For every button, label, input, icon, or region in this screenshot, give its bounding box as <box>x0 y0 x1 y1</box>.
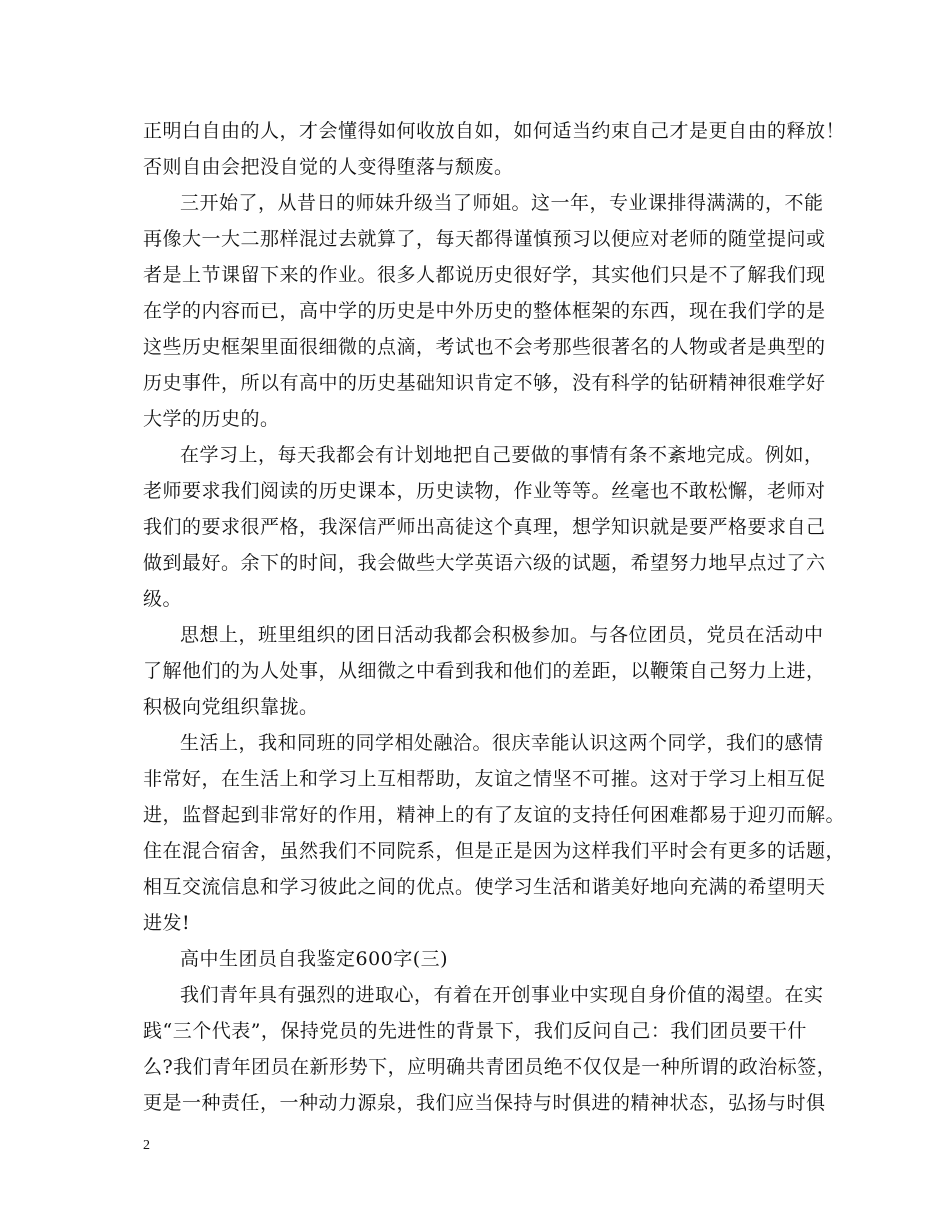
text-line: 更是一种责任，一种动力源泉，我们应当保持与时俱进的精神状态，弘扬与时俱 <box>143 1092 826 1114</box>
text-line: 相互交流信息和学习彼此之间的优点。使学习生活和谐美好地向充满的希望明天 <box>143 876 826 898</box>
text-line: 进发! <box>143 912 191 934</box>
section-heading: 高中生团员自我鉴定600字(三) <box>180 948 449 970</box>
text-line: 在学的内容而已，高中学的历史是中外历史的整体框架的东西，现在我们学的是 <box>143 300 826 322</box>
text-line: 积极向党组织靠拢。 <box>143 696 319 718</box>
paragraph-start: 生活上，我和同班的同学相处融洽。很庆幸能认识这两个同学，我们的感情 <box>180 732 824 754</box>
text-line: 者是上节课留下来的作业。很多人都说历史很好学，其实他们只是不了解我们现 <box>143 264 826 286</box>
text-line: 老师要求我们阅读的历史课本，历史读物，作业等等。丝毫也不敢松懈，老师对 <box>143 480 826 502</box>
text-line: 践“三个代表”，保持党员的先进性的背景下，我们反问自己：我们团员要干什 <box>143 1020 807 1042</box>
text-line: 么?我们青年团员在新形势下，应明确共青团员绝不仅仅是一种所谓的政治标签， <box>143 1056 837 1078</box>
page-number: 2 <box>143 1138 150 1153</box>
text-line: 正明白自由的人，才会懂得如何收放自如，如何适当约束自己才是更自由的释放！ <box>143 120 846 142</box>
text-line: 做到最好。余下的时间，我会做些大学英语六级的试题，希望努力地早点过了六 <box>143 552 826 574</box>
text-line: 住在混合宿舍，虽然我们不同院系，但是正是因为这样我们平时会有更多的话题， <box>143 840 846 862</box>
paragraph-start: 三开始了，从昔日的师妹升级当了师姐。这一年，专业课排得满满的，不能 <box>180 192 824 214</box>
text-line: 非常好，在生活上和学习上互相帮助，友谊之情坚不可摧。这对于学习上相互促 <box>143 768 826 790</box>
text-line: 这些历史框架里面很细微的点滴，考试也不会考那些很著名的人物或者是典型的 <box>143 336 826 358</box>
text-line: 我们的要求很严格，我深信严师出高徒这个真理，想学知识就是要严格要求自己 <box>143 516 826 538</box>
text-line: 大学的历史的。 <box>143 408 280 430</box>
text-line: 了解他们的为人处事，从细微之中看到我和他们的差距，以鞭策自己努力上进， <box>143 660 826 682</box>
paragraph-start: 在学习上，每天我都会有计划地把自己要做的事情有条不紊地完成。例如， <box>180 444 824 466</box>
text-line: 历史事件，所以有高中的历史基础知识肯定不够，没有科学的钻研精神很难学好 <box>143 372 826 394</box>
text-line: 否则自由会把没自觉的人变得堕落与颓废。 <box>143 156 514 178</box>
text-line: 进，监督起到非常好的作用，精神上的有了友谊的支持任何困难都易于迎刃而解。 <box>143 804 846 826</box>
text-line: 再像大一大二那样混过去就算了，每天都得谨慎预习以便应对老师的随堂提问或 <box>143 228 826 250</box>
text-line: 级。 <box>143 588 183 610</box>
paragraph-start: 思想上，班里组织的团日活动我都会积极参加。与各位团员，党员在活动中 <box>180 624 824 646</box>
paragraph-start: 我们青年具有强烈的进取心，有着在开创事业中实现自身价值的渴望。在实 <box>180 984 824 1006</box>
